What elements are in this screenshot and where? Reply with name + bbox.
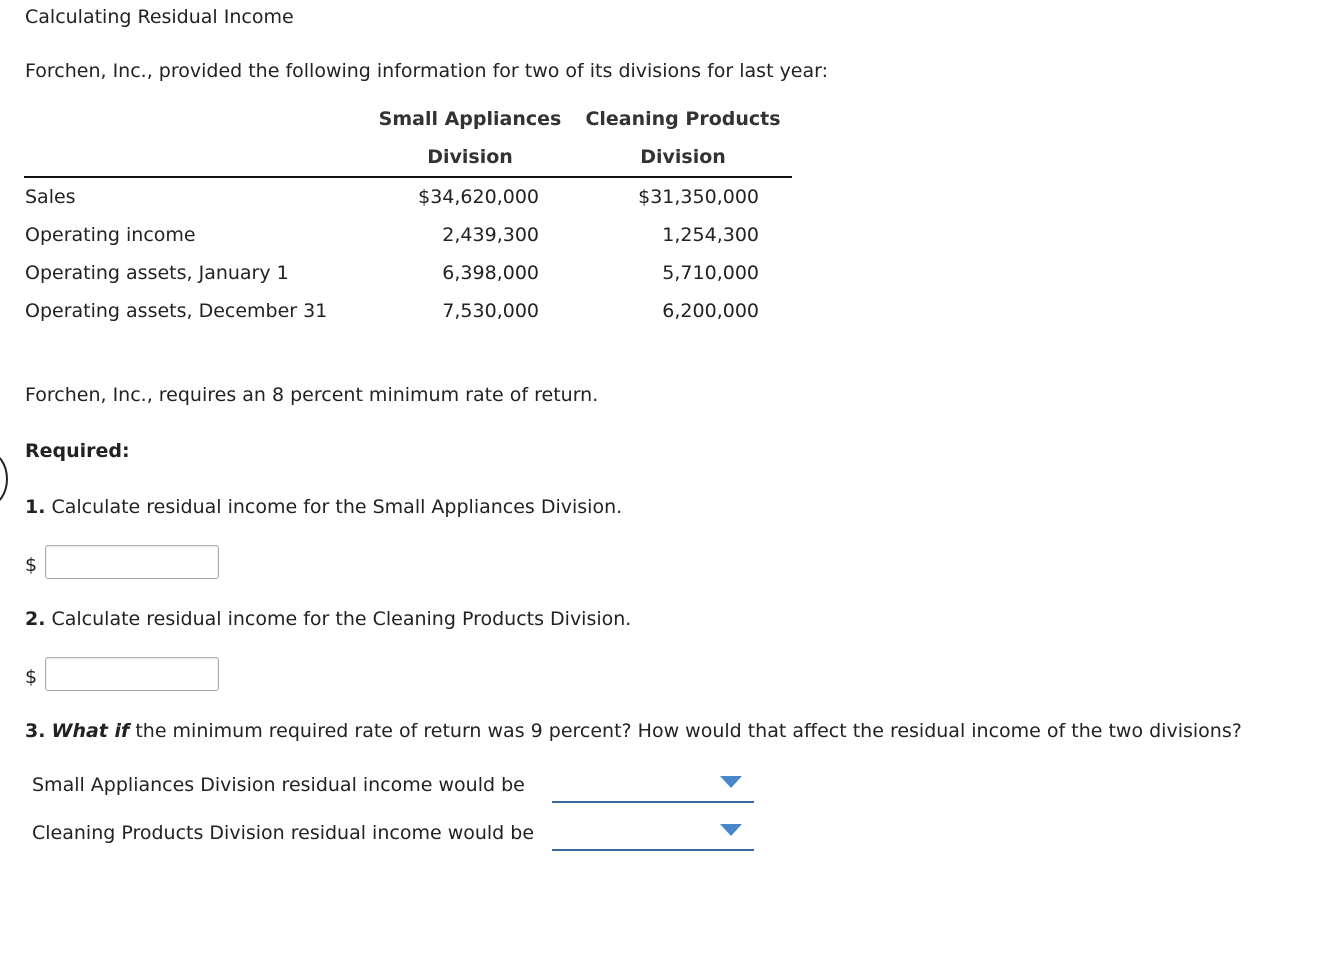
row-label-operating-income: Operating income (25, 224, 196, 246)
cell-assets-jan-small-appliances: 6,398,000 (442, 262, 539, 284)
select-label-cleaning-products: Cleaning Products Division residual income would be (32, 822, 535, 844)
cell-sales-small-appliances: $34,620,000 (418, 186, 539, 208)
cell-operating-income-cleaning-products: 1,254,300 (662, 224, 759, 246)
cell-sales-cleaning-products: $31,350,000 (638, 186, 759, 208)
currency-symbol-2: $ (25, 666, 38, 688)
answer-input-small-appliances[interactable] (45, 545, 219, 579)
rate-of-return-note: Forchen, Inc., requires an 8 percent minimum rate of return. (25, 384, 599, 406)
required-heading: Required: (25, 440, 130, 462)
row-label-sales: Sales (25, 186, 76, 208)
cell-operating-income-small-appliances: 2,439,300 (442, 224, 539, 246)
problem-title: Calculating Residual Income (25, 6, 294, 28)
row-label-assets-dec: Operating assets, December 31 (25, 300, 328, 322)
question-3-emphasis: What if (51, 720, 130, 742)
caret-down-icon (720, 824, 742, 836)
caret-down-icon (720, 776, 742, 788)
question-2-text: Calculate residual income for the Cleaning Products Division. (45, 608, 632, 630)
cell-assets-dec-small-appliances: 7,530,000 (442, 300, 539, 322)
currency-symbol-1: $ (25, 554, 38, 576)
question-2-number: 2. (25, 608, 46, 630)
cell-assets-jan-cleaning-products: 5,710,000 (662, 262, 759, 284)
column-header-cleaning-products-sub: Division (640, 146, 726, 168)
question-2 (25, 607, 631, 631)
problem-intro: Forchen, Inc., provided the following information for two of its divisions for last year: (25, 60, 829, 82)
column-header-small-appliances: Small Appliances (378, 108, 562, 130)
cell-assets-dec-cleaning-products: 6,200,000 (662, 300, 759, 322)
previous-arrow-icon[interactable] (0, 452, 8, 506)
row-label-assets-jan: Operating assets, January 1 (25, 262, 289, 284)
question-1-number: 1. (25, 496, 46, 518)
column-header-cleaning-products: Cleaning Products (585, 108, 781, 130)
table-header-divider (24, 176, 792, 178)
question-3-text: the minimum required rate of return was 9 percent? How would that affect the residual income of the two divisions? (129, 720, 1242, 742)
answer-input-cleaning-products[interactable] (45, 657, 219, 691)
select-label-small-appliances: Small Appliances Division residual income would be (32, 774, 525, 796)
question-1-text: Calculate residual income for the Small Appliances Division. (45, 496, 623, 518)
question-3-number: 3. (25, 720, 46, 742)
column-header-small-appliances-sub: Division (427, 146, 513, 168)
question-3 (25, 719, 1242, 743)
residual-income-dropdown-cleaning-products[interactable] (552, 821, 754, 851)
residual-income-dropdown-small-appliances[interactable] (552, 773, 754, 803)
question-1 (25, 495, 622, 519)
